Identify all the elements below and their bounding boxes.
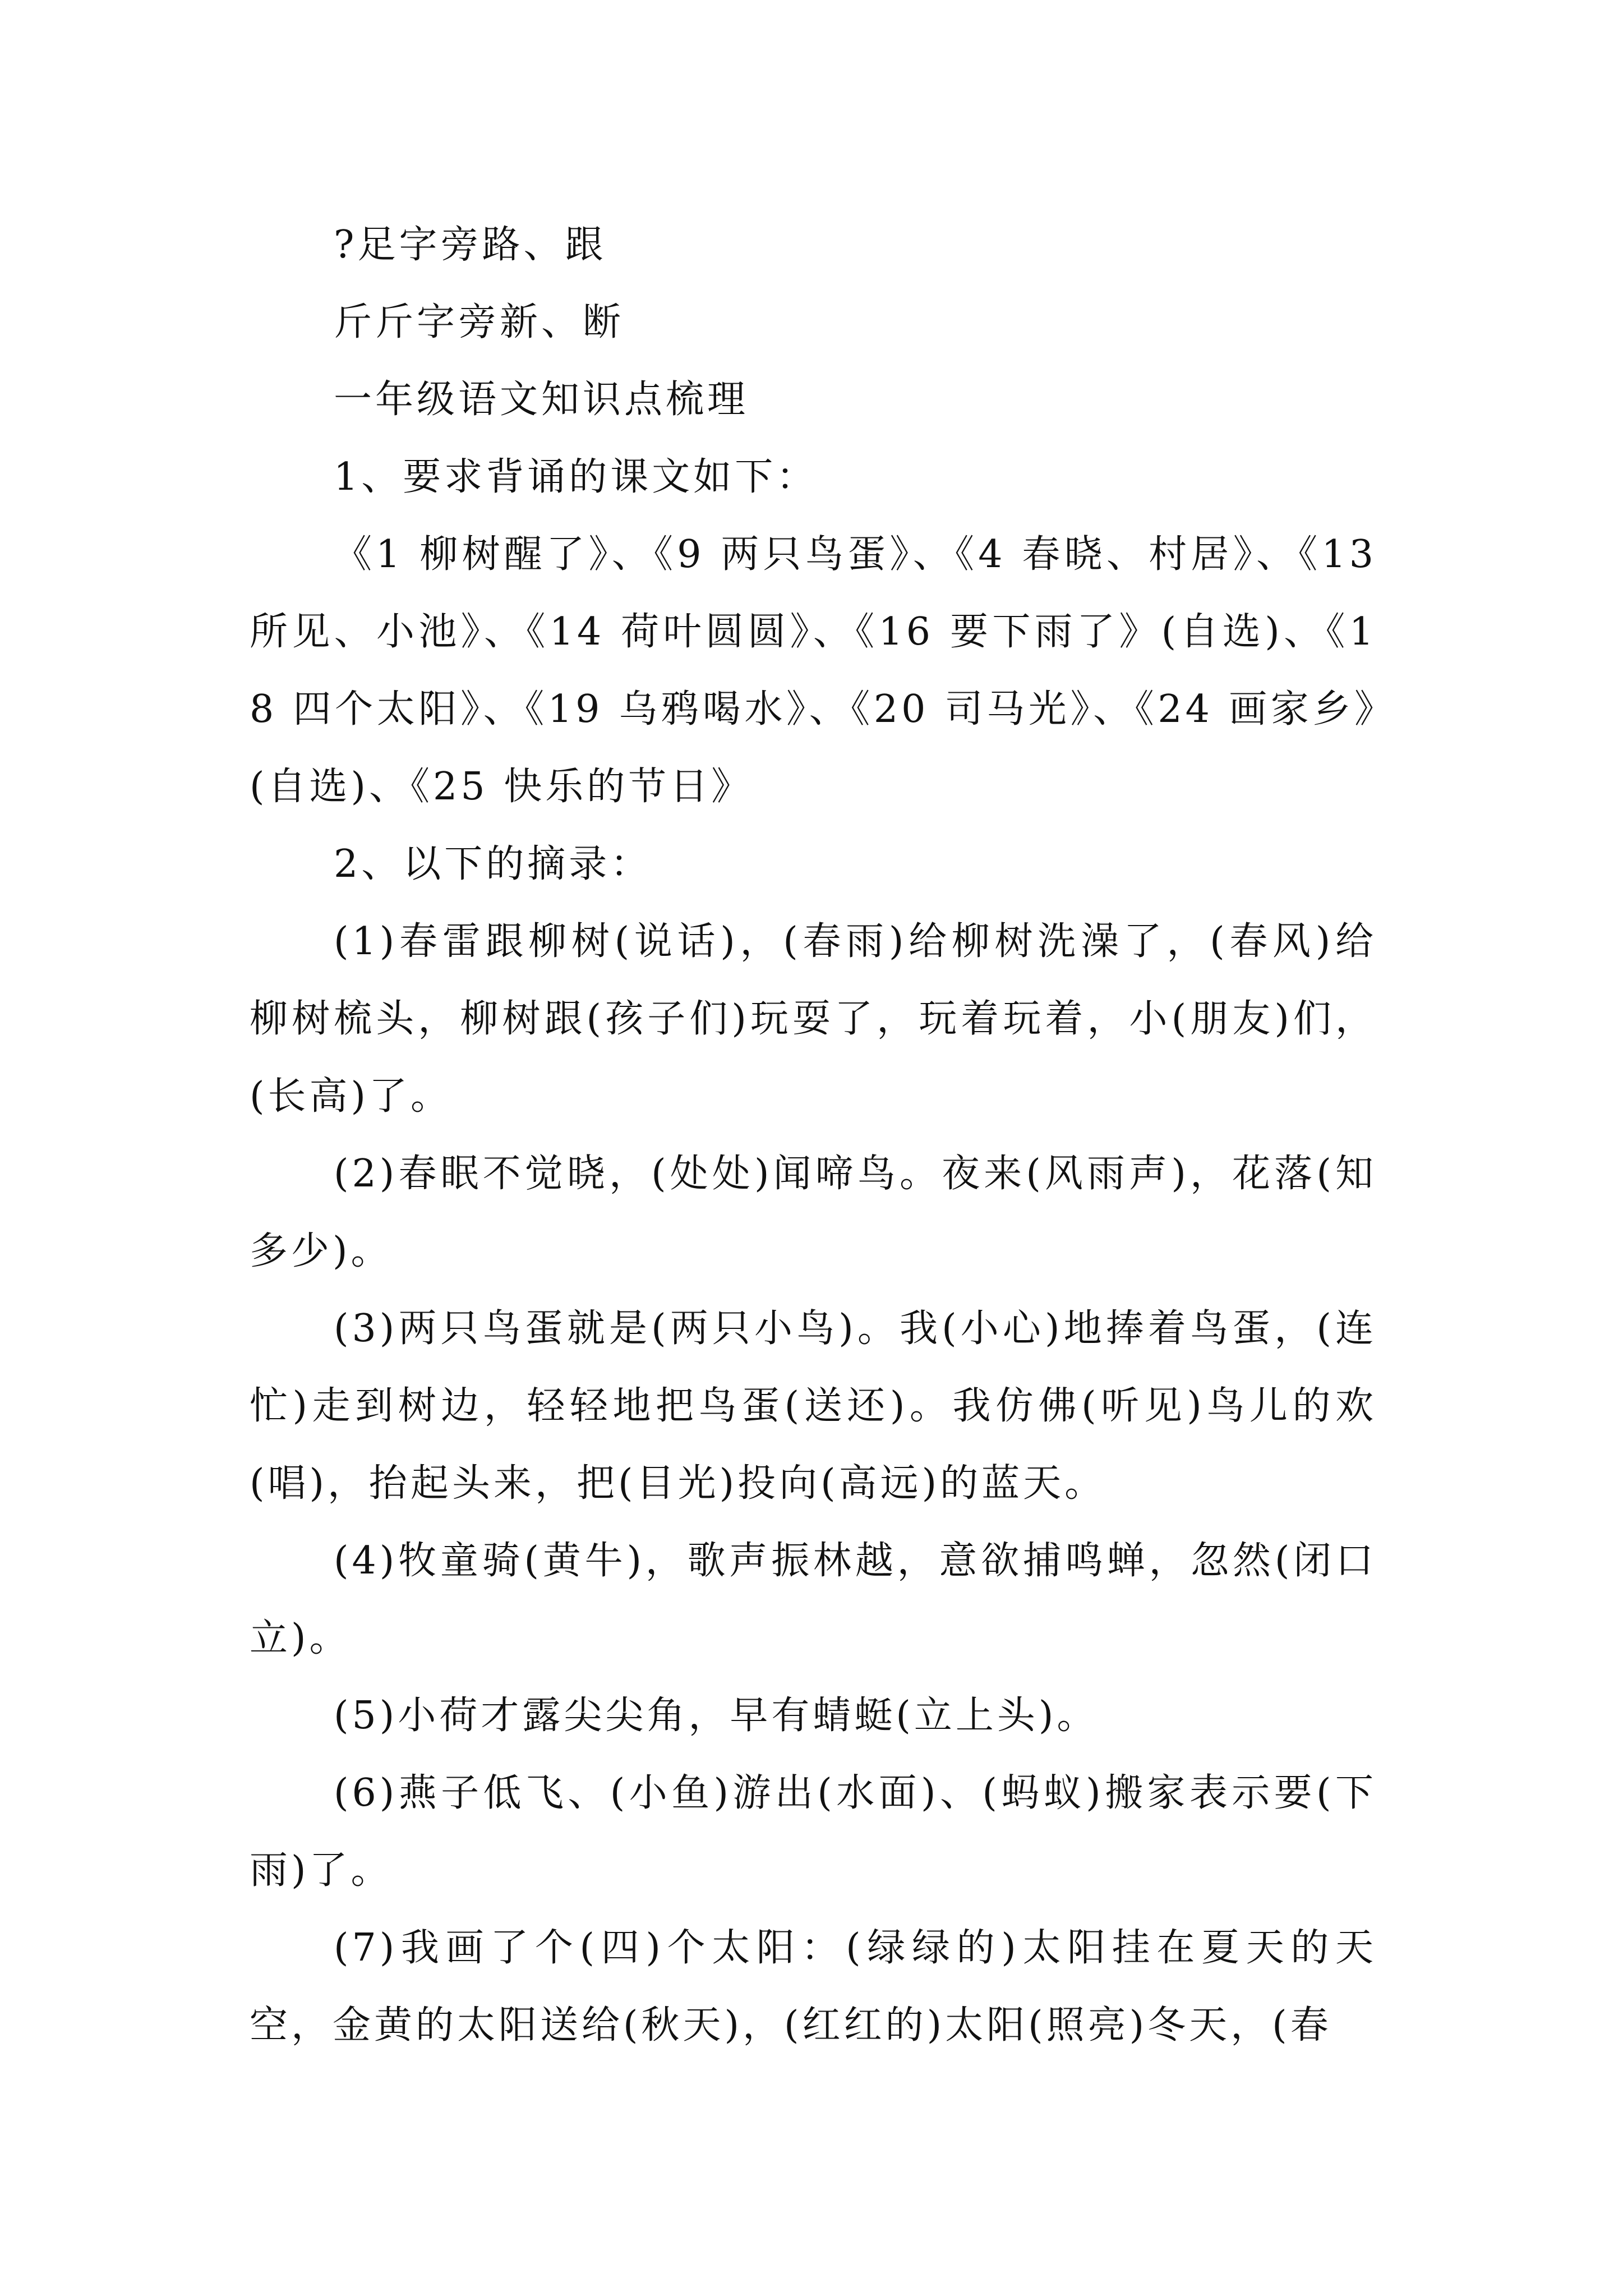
paragraph: (7)我画了个(四)个太阳：(绿绿的)太阳挂在夏天的天空，金黄的太阳送给(秋天)，(红红的)太阳(照亮)冬天，(春 [250, 1926, 1377, 2047]
paragraph: (5)小荷才露尖尖角，早有蜻蜓(立上头)。 [334, 1694, 1099, 1738]
paragraph: 斤斤字旁新、断 [334, 300, 625, 344]
document-body [250, 206, 1377, 2064]
paragraph: (2)春眠不觉晓，(处处)闻啼鸟。夜来(风雨声)，花落(知多少)。 [250, 1152, 1377, 1273]
paragraph: ?足字旁路、跟 [334, 223, 607, 267]
paragraph: 《1 柳树醒了》、《9 两只鸟蛋》、《4 春晓、村居》、《13 所见、小池》、《14 荷叶圆圆》、《16 要下雨了》(自选)、《18 四个太阳》、《19 乌鸦喝水》、《20 司马光》、《24 画家乡》(自选)、《25 快乐的节日》 [250, 532, 1377, 809]
paragraph: (6)燕子低飞、(小鱼)游出(水面)、(蚂蚁)搬家表示要(下雨)了。 [250, 1771, 1377, 1893]
paragraph: 一年级语文知识点梳理 [334, 378, 749, 422]
paragraph: (1)春雷跟柳树(说话)，(春雨)给柳树洗澡了，(春风)给柳树梳头，柳树跟(孩子们)玩耍了，玩着玩着，小(朋友)们，(长高)了。 [250, 919, 1377, 1119]
paragraph: 2、以下的摘录： [334, 842, 652, 886]
paragraph: 1、要求背诵的课文如下： [334, 455, 818, 499]
paragraph: (4)牧童骑(黄牛)，歌声振林越，意欲捕鸣蝉，忽然(闭口立)。 [250, 1539, 1377, 1660]
paragraph: (3)两只鸟蛋就是(两只小鸟)。我(小心)地捧着鸟蛋，(连忙)走到树边，轻轻地把鸟蛋(送还)。我仿佛(听见)鸟儿的欢(唱)，抬起头来，把(目光)投向(高远)的蓝天。 [250, 1306, 1377, 1506]
